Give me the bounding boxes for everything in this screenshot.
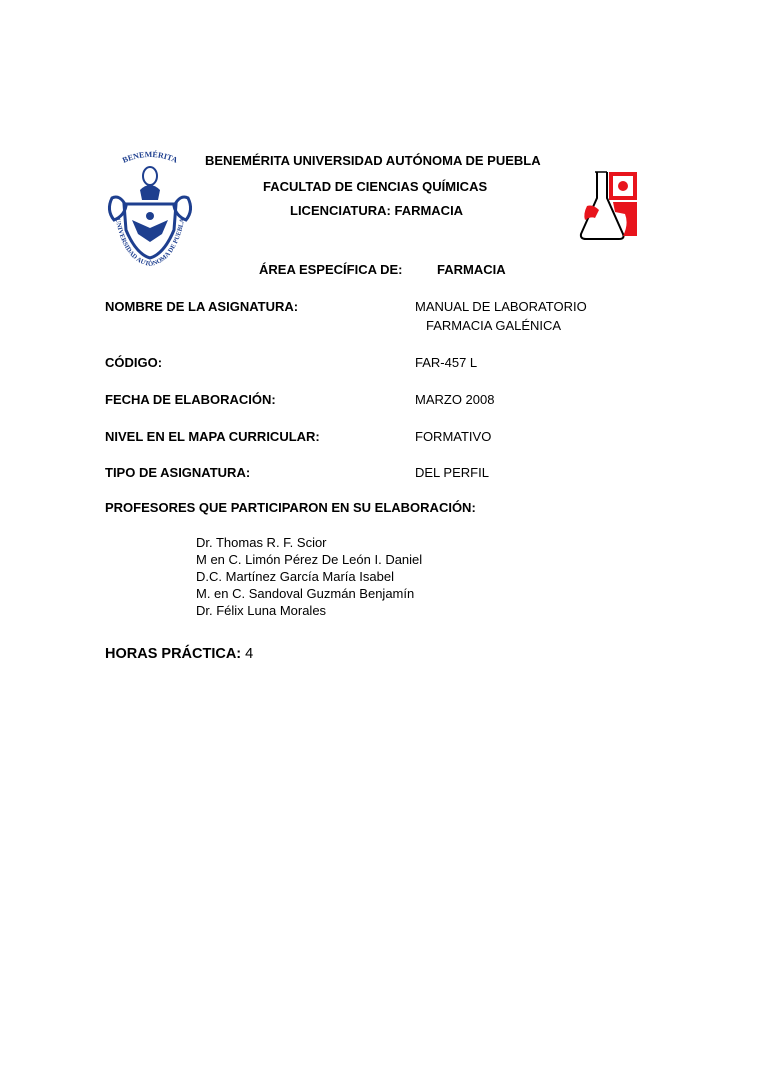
seal-bottom-text: UNIVERSIDAD AUTÓNOMA DE PUEBLA xyxy=(113,217,187,269)
professors-heading: PROFESORES QUE PARTICIPARON EN SU ELABORACIÓN: xyxy=(105,500,476,515)
area-label: ÁREA ESPECÍFICA DE: xyxy=(259,262,403,277)
curricular-level-value: FORMATIVO xyxy=(415,429,492,444)
code-label: CÓDIGO: xyxy=(105,355,163,370)
subject-name-value: MANUAL DE LABORATORIO xyxy=(415,299,587,314)
svg-text:BENEMÉRITA xyxy=(121,150,179,165)
faculty-flask-logo xyxy=(577,168,643,242)
subject-name-value-line2: FARMACIA GALÉNICA xyxy=(426,318,562,333)
professor-name: Dr. Félix Luna Morales xyxy=(196,603,327,618)
university-seal-logo xyxy=(104,150,196,272)
professor-name: D.C. Martínez García María Isabel xyxy=(196,569,394,584)
subject-name-label: NOMBRE DE LA ASIGNATURA: xyxy=(105,299,299,314)
elaboration-date-value: MARZO 2008 xyxy=(415,392,495,407)
practice-hours xyxy=(105,646,253,662)
seal-top-text: BENEMÉRITA xyxy=(121,150,179,165)
curricular-level-label: NIVEL EN EL MAPA CURRICULAR: xyxy=(105,429,320,444)
area-value: FARMACIA xyxy=(437,262,506,277)
professor-name: Dr. Thomas R. F. Scior xyxy=(196,535,327,550)
code-value: FAR-457 L xyxy=(415,355,478,370)
degree-name: LICENCIATURA: FARMACIA xyxy=(290,203,464,218)
professor-name: M. en C. Sandoval Guzmán Benjamín xyxy=(196,586,415,601)
faculty-name: FACULTAD DE CIENCIAS QUÍMICAS xyxy=(263,179,488,194)
practice-hours-label: HORAS PRÁCTICA: xyxy=(105,646,242,662)
subject-type-label: TIPO DE ASIGNATURA: xyxy=(105,465,251,480)
practice-hours-value: 4 xyxy=(245,646,254,662)
elaboration-date-label: FECHA DE ELABORACIÓN: xyxy=(105,392,276,407)
university-name: BENEMÉRITA UNIVERSIDAD AUTÓNOMA DE PUEBLA xyxy=(205,153,541,168)
subject-type-value: DEL PERFIL xyxy=(415,465,489,480)
professor-name: M en C. Limón Pérez De León I. Daniel xyxy=(196,552,423,567)
